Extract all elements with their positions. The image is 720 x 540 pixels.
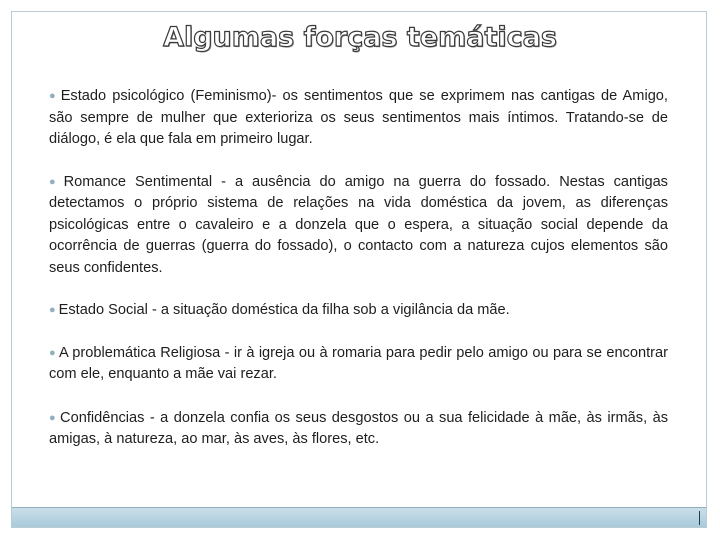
list-item	[49, 408, 668, 451]
bullet-dot-icon: ●	[49, 90, 58, 102]
bullet-dot-icon: ●	[49, 304, 56, 316]
item-text: - ir à igreja ou à romaria para pedir pelo amigo ou para se encontrar com ele, enquanto a mãe vai rezar.	[49, 344, 668, 382]
list-item	[49, 300, 668, 322]
bullet-dot-icon: ●	[49, 346, 56, 359]
item-term: Confidências	[60, 409, 145, 426]
item-text: (Feminismo)- os sentimentos que se exprimem nas cantigas de Amigo, são sempre de mulher que exterioriza os seus sentimentos mais íntimos. Tratando-se de diálogo, é ela que fala em primeiro lugar.	[49, 88, 668, 147]
item-text: - a ausência do amigo na guerra do fossado. Nestas cantigas detectamos o próprio sistema de relações na vida doméstica da jovem, as diferenças psicológicas entre o cavaleiro e a donzela que o espera, a situação social depende da ocorrência de guerras (guerra do fossado), o contacto com a natureza cujos elementos são seus confidentes.	[49, 173, 668, 276]
item-term: A problemática Religiosa	[58, 344, 221, 361]
footer-bar	[12, 507, 706, 527]
slide-content	[49, 86, 668, 451]
item-text: - a donzela confia os seus desgostos ou a sua felicidade à mãe, às irmãs, às amigas, à natureza, ao mar, às aves, às flores, etc.	[49, 409, 668, 447]
item-text: - a situação doméstica da filha sob a vigilância da mãe.	[147, 302, 510, 318]
item-term: Estado psicológico	[60, 88, 185, 104]
item-term: Estado Social	[58, 302, 148, 318]
slide-title: Algumas forças temáticas	[163, 22, 557, 53]
list-item	[49, 343, 668, 386]
list-item	[49, 172, 668, 280]
bullet-dot-icon: ●	[49, 175, 61, 188]
footer-divider	[699, 511, 700, 525]
item-term: Romance Sentimental	[63, 173, 213, 190]
list-item	[49, 86, 668, 151]
bullet-dot-icon: ●	[49, 411, 58, 424]
